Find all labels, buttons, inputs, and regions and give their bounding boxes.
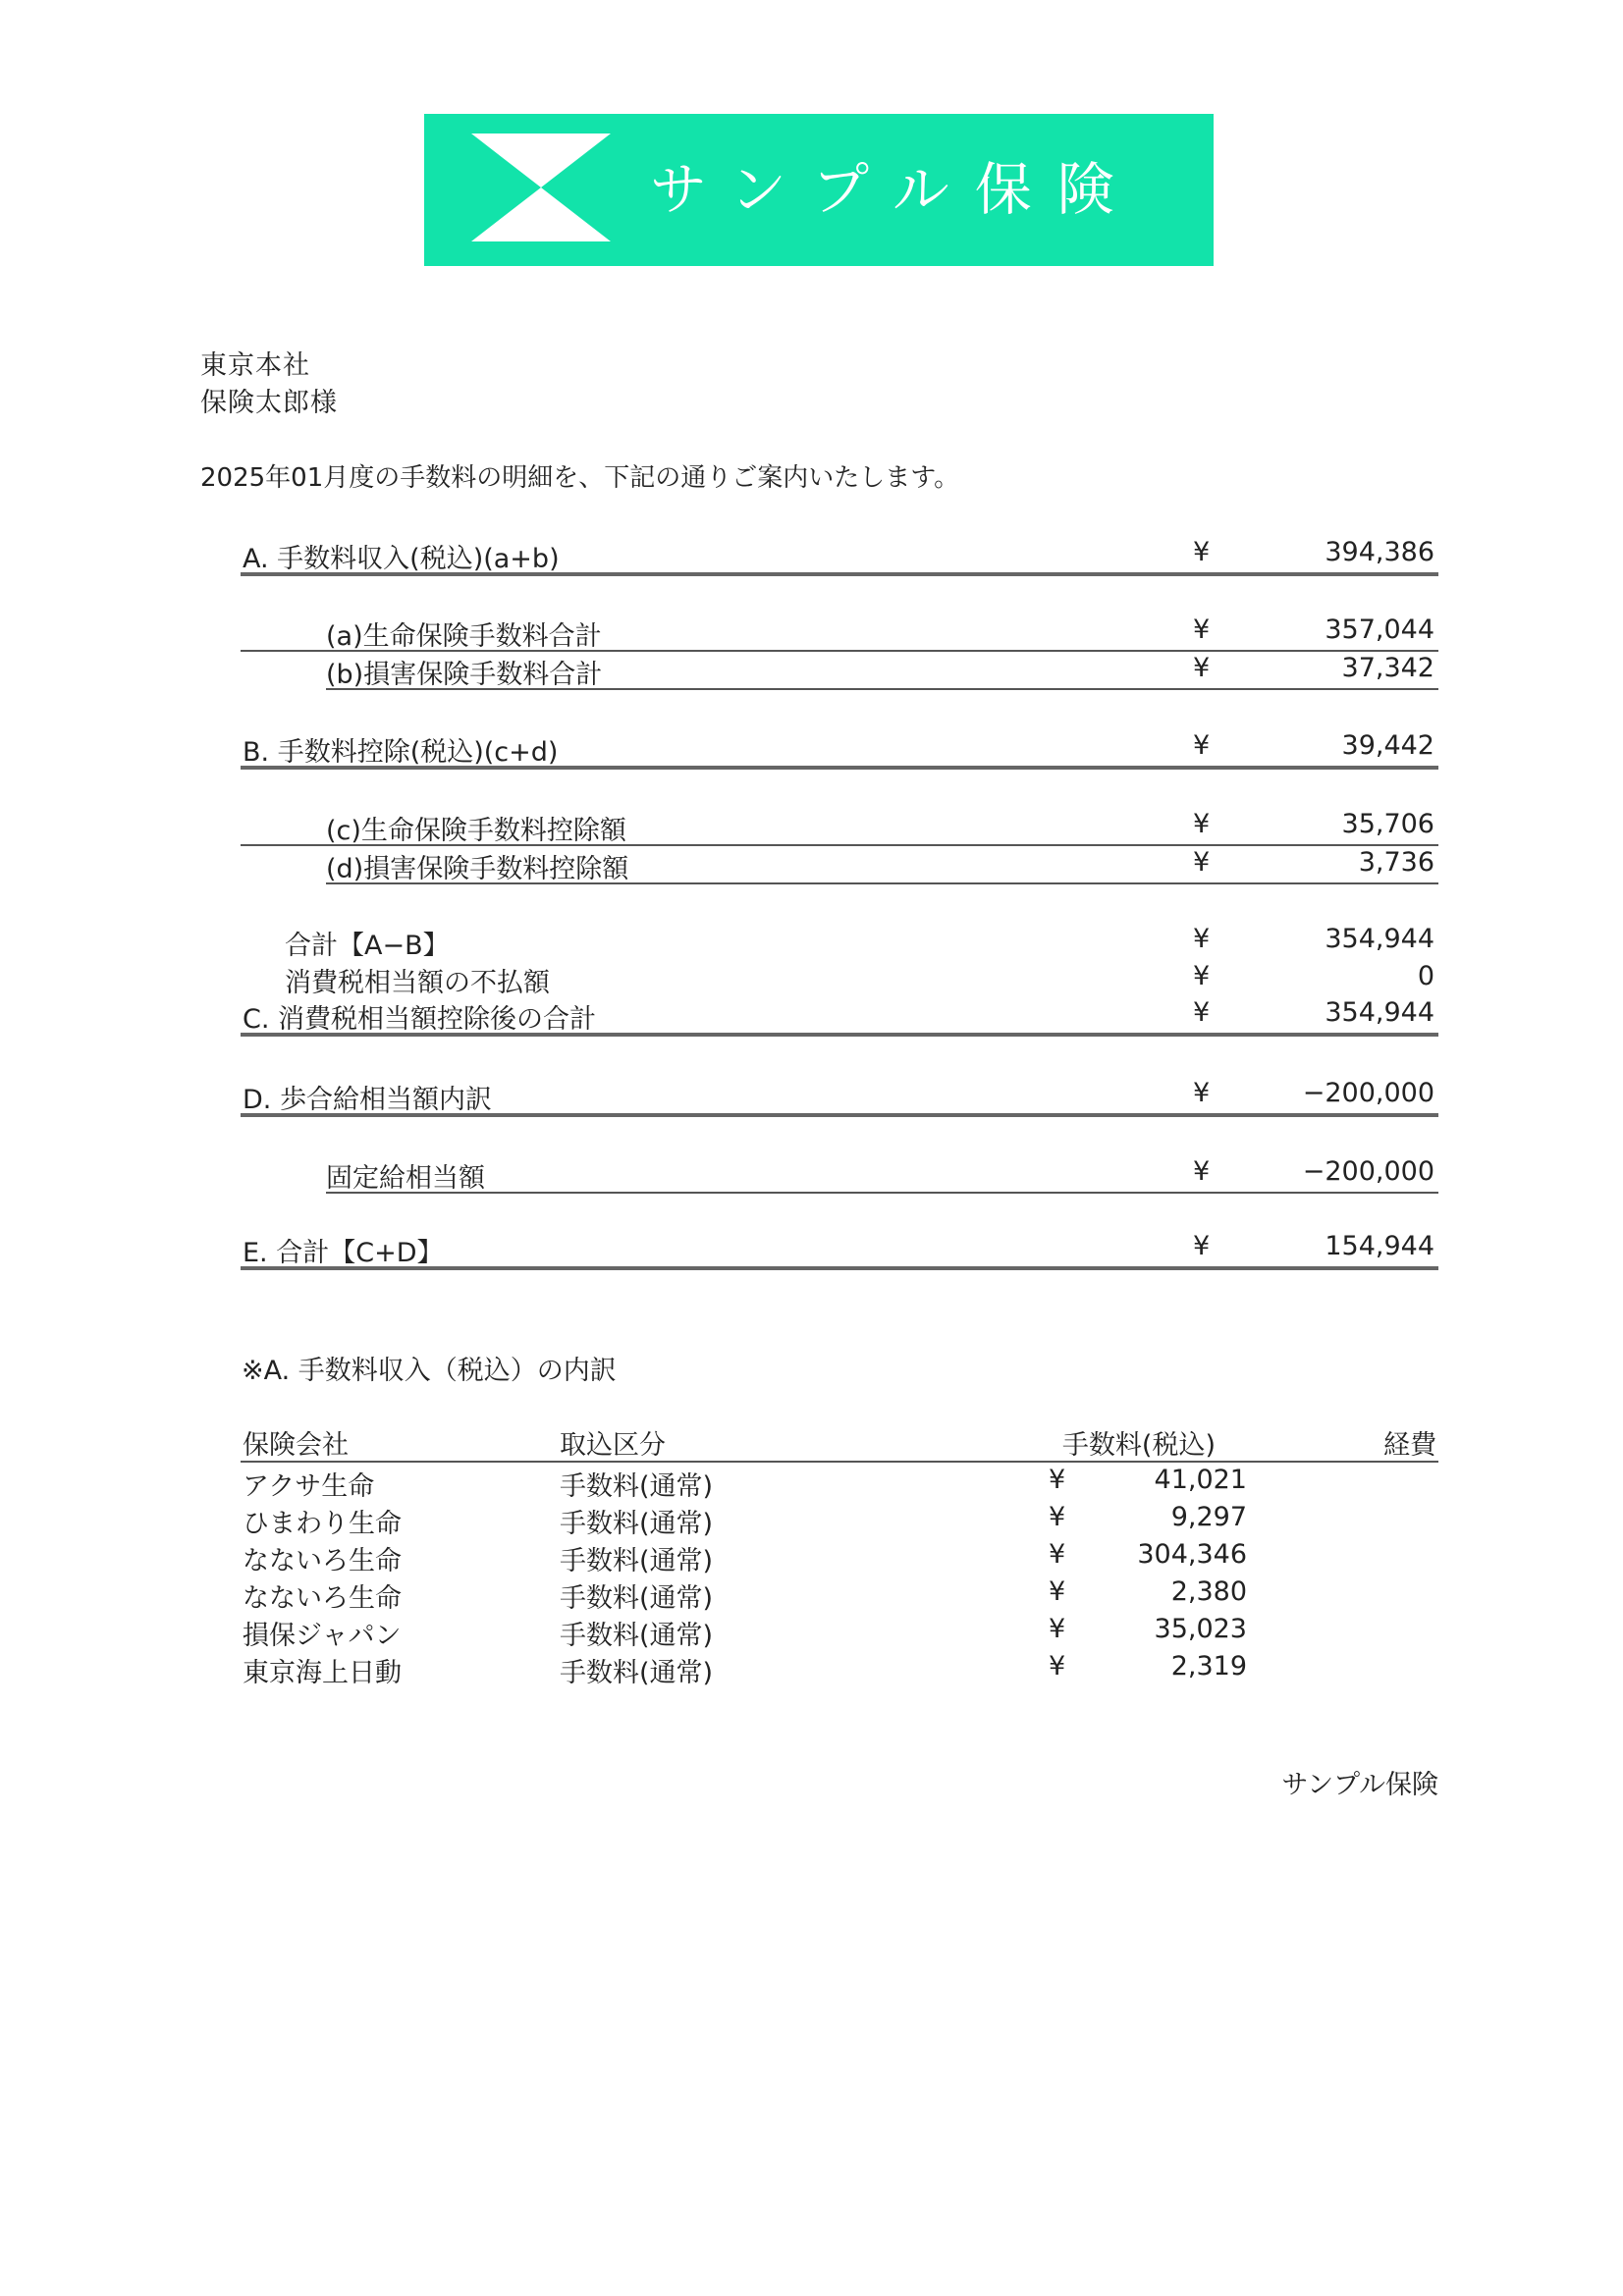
summary-label: 合計【A−B】: [285, 931, 450, 961]
recipient-branch: 東京本社: [200, 350, 310, 381]
currency-symbol: ¥: [1193, 1078, 1211, 1108]
table-row: [241, 1500, 1438, 1537]
table-row: [241, 1612, 1438, 1649]
category-cell: 手数料(通常): [560, 1509, 714, 1539]
summary-row-b-sub: [326, 651, 1438, 690]
summary-amount: 39,442: [1341, 730, 1434, 761]
table-row: [241, 1575, 1438, 1612]
currency-symbol: ¥: [1193, 997, 1211, 1028]
company-cell: アクサ生命: [243, 1471, 375, 1502]
summary-amount: 37,342: [1341, 653, 1434, 683]
summary-label: 消費税相当額の不払額: [285, 968, 550, 998]
recipient-name: 保険太郎様: [200, 388, 338, 418]
currency-symbol: ¥: [1049, 1614, 1066, 1644]
summary-label: (a)生命保険手数料合計: [326, 621, 602, 652]
logo-text: サンプル保険: [650, 156, 1140, 223]
summary-row-fixed-pay: [326, 1154, 1438, 1194]
summary-label: (d)損害保険手数料控除額: [326, 854, 629, 884]
category-cell: 手数料(通常): [560, 1546, 714, 1576]
summary-row-d: [241, 1076, 1438, 1117]
currency-symbol: ¥: [1193, 809, 1211, 839]
company-cell: 損保ジャパン: [243, 1621, 402, 1651]
summary-label: D. 歩合給相当額内訳: [243, 1085, 492, 1115]
summary-amount: 354,944: [1325, 924, 1434, 954]
fee-cell: 41,021: [1154, 1465, 1247, 1495]
fee-cell: 9,297: [1170, 1502, 1247, 1532]
summary-label: A. 手数料収入(税込)(a+b): [243, 544, 560, 574]
summary-row-b: [241, 728, 1438, 770]
company-cell: ひまわり生命: [243, 1509, 402, 1539]
currency-symbol: ¥: [1049, 1576, 1066, 1607]
company-cell: なないろ生命: [243, 1583, 402, 1614]
currency-symbol: ¥: [1193, 730, 1211, 761]
summary-amount: 35,706: [1341, 809, 1434, 839]
summary-amount: 0: [1417, 961, 1434, 991]
summary-amount: −200,000: [1302, 1156, 1434, 1187]
summary-label: 固定給相当額: [326, 1163, 485, 1194]
summary-row-e: [241, 1229, 1438, 1270]
summary-label: B. 手数料控除(税込)(c+d): [243, 737, 559, 768]
table-row: [241, 1537, 1438, 1575]
summary-amount: −200,000: [1302, 1078, 1434, 1108]
summary-label: (c)生命保険手数料控除額: [326, 816, 626, 846]
currency-symbol: ¥: [1193, 1156, 1211, 1187]
breakdown-table: [241, 1421, 1438, 1686]
header-category: 取込区分: [560, 1430, 666, 1461]
summary-label: (b)損害保険手数料合計: [326, 660, 603, 690]
summary-amount: 154,944: [1325, 1231, 1434, 1261]
summary-label: C. 消費税相当額控除後の合計: [243, 1004, 597, 1035]
category-cell: 手数料(通常): [560, 1583, 714, 1614]
header-company: 保険会社: [243, 1430, 349, 1461]
currency-symbol: ¥: [1193, 653, 1211, 683]
summary-label: E. 合計【C+D】: [243, 1238, 444, 1268]
currency-symbol: ¥: [1193, 537, 1211, 567]
currency-symbol: ¥: [1193, 1231, 1211, 1261]
company-cell: なないろ生命: [243, 1546, 402, 1576]
summary-row-c: [241, 995, 1438, 1037]
summary-amount: 394,386: [1325, 537, 1434, 567]
company-cell: 東京海上日動: [243, 1658, 402, 1688]
currency-symbol: ¥: [1193, 924, 1211, 954]
hourglass-logo-icon: [471, 133, 611, 241]
footer-company: サンプル保険: [1281, 1770, 1438, 1800]
currency-symbol: ¥: [1049, 1539, 1066, 1570]
fee-cell: 2,380: [1170, 1576, 1247, 1607]
summary-amount: 357,044: [1325, 614, 1434, 645]
summary-row-a-sub: [241, 613, 1438, 652]
currency-symbol: ¥: [1193, 847, 1211, 878]
category-cell: 手数料(通常): [560, 1621, 714, 1651]
summary-row-d-sub: [326, 845, 1438, 884]
summary-amount: 3,736: [1358, 847, 1434, 878]
table-header: [241, 1421, 1438, 1463]
company-logo: [424, 114, 1214, 266]
category-cell: 手数料(通常): [560, 1471, 714, 1502]
currency-symbol: ¥: [1193, 961, 1211, 991]
summary-row-c-sub: [241, 807, 1438, 846]
currency-symbol: ¥: [1049, 1651, 1066, 1682]
category-cell: 手数料(通常): [560, 1658, 714, 1688]
summary-row-a: [241, 535, 1438, 576]
summary-row-total-ab: [241, 922, 1438, 959]
summary-amount: 354,944: [1325, 997, 1434, 1028]
intro-text: 2025年01月度の手数料の明細を、下記の通りご案内いたします。: [200, 463, 960, 493]
fee-cell: 35,023: [1154, 1614, 1247, 1644]
fee-cell: 2,319: [1170, 1651, 1247, 1682]
table-row: [241, 1649, 1438, 1686]
header-expense: 経費: [1383, 1430, 1436, 1461]
fee-cell: 304,346: [1137, 1539, 1247, 1570]
table-row: [241, 1463, 1438, 1500]
breakdown-title: ※A. 手数料収入（税込）の内訳: [242, 1356, 617, 1386]
currency-symbol: ¥: [1049, 1502, 1066, 1532]
summary-row-unpaid-tax: [241, 959, 1438, 996]
currency-symbol: ¥: [1049, 1465, 1066, 1495]
currency-symbol: ¥: [1193, 614, 1211, 645]
header-fee: 手数料(税込): [1061, 1430, 1216, 1461]
